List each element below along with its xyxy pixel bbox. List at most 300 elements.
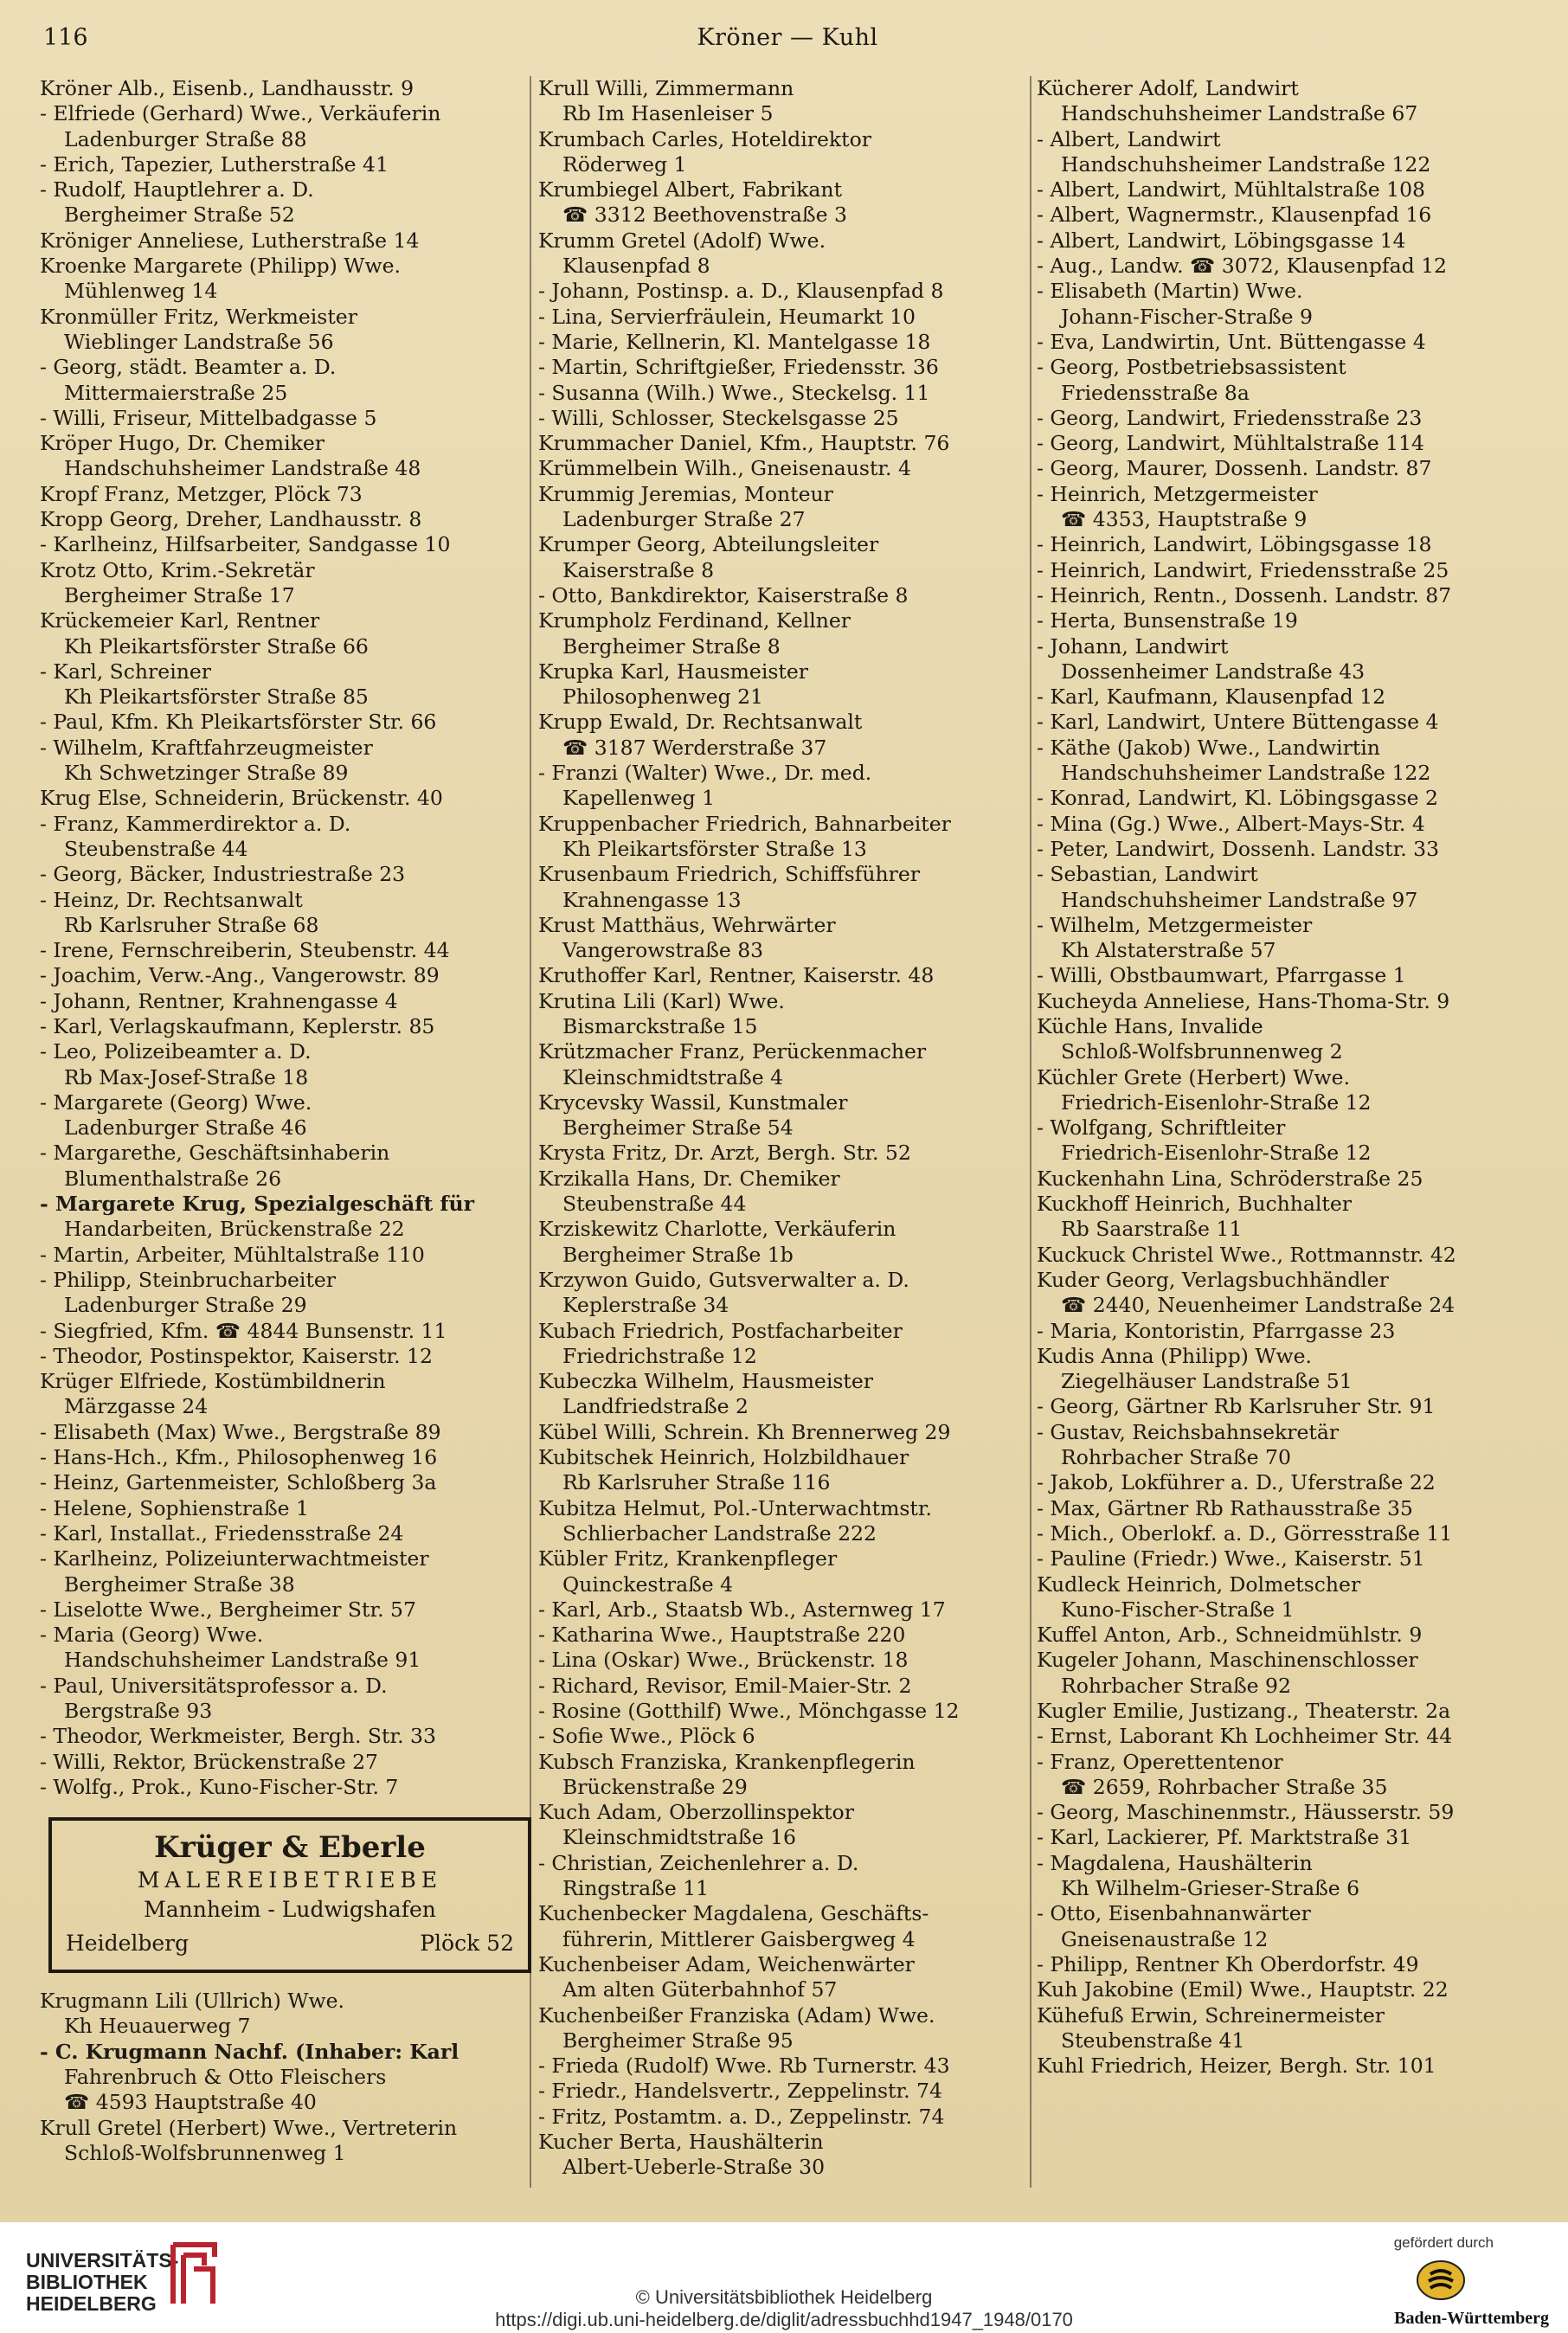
- entry-name-line: Krzywon Guido, Gutsverwalter a. D.: [538, 1267, 909, 1292]
- entry-name-line: - Heinrich, Metzgermeister: [1037, 481, 1318, 506]
- entry-name-line: Kühefuß Erwin, Schreinermeister: [1037, 2002, 1385, 2028]
- directory-entry: [1037, 812, 1540, 837]
- entry-name-line: - Willi, Rektor, Brückenstraße 27: [40, 1749, 378, 1774]
- entry-name-line: - Albert, Landwirt, Löbingsgasse 14: [1037, 228, 1406, 253]
- entry-name-line: - Herta, Bunsenstraße 19: [1037, 608, 1298, 633]
- entry-address-line: Friedrich-Eisenlohr-Straße 12: [1061, 1141, 1372, 1166]
- entry-name-line: - Friedr., Handelsvertr., Zeppelinstr. 74: [538, 2079, 942, 2104]
- entry-address-line: Bergheimer Straße 38: [64, 1571, 295, 1597]
- directory-entry: [1037, 634, 1540, 685]
- directory-entry: [40, 1344, 540, 1369]
- entry-name-line: - Max, Gärtner Rb Rathausstraße 35: [1037, 1495, 1413, 1520]
- directory-entry: [538, 862, 1038, 913]
- entry-name-line: - Siegfried, Kfm. ☎ 4844 Bunsenstr. 11: [40, 1318, 447, 1343]
- directory-entry: [538, 1217, 1038, 1268]
- entry-address-line: ☎ 4353, Hauptstraße 9: [1061, 507, 1308, 532]
- directory-entry: [1037, 1420, 1540, 1471]
- directory-entry: [538, 1141, 1038, 1166]
- directory-entry: [538, 532, 1038, 583]
- entry-address-line: Handschuhsheimer Landstraße 122: [1061, 151, 1431, 177]
- entry-name-line: - Erich, Tapezier, Lutherstraße 41: [40, 151, 389, 177]
- directory-entry: [40, 507, 540, 532]
- directory-entry: [1037, 1319, 1540, 1344]
- directory-entry: [538, 1851, 1038, 1902]
- directory-entry: [1037, 177, 1540, 202]
- entry-name-line: Küchle Hans, Invalide: [1037, 1013, 1263, 1038]
- directory-entry: [538, 177, 1038, 228]
- directory-entry: [40, 736, 540, 787]
- directory-entry: [1037, 202, 1540, 228]
- directory-entry: [40, 1369, 540, 1420]
- entry-address-line: Rohrbacher Straße 92: [1061, 1673, 1291, 1698]
- entry-address-line: Johann-Fischer-Straße 9: [1061, 304, 1313, 329]
- directory-entry: [40, 659, 540, 710]
- entry-name-line: Kübler Fritz, Krankenpfleger: [538, 1546, 838, 1571]
- directory-entry: [1037, 532, 1540, 557]
- entry-name-line: Kugeler Johann, Maschinenschlosser: [1037, 1648, 1418, 1673]
- entry-name-line: - Karl, Lackierer, Pf. Marktstraße 31: [1037, 1825, 1412, 1850]
- entry-address-line: Ringstraße 11: [562, 1876, 710, 1901]
- entry-name-line: - Leo, Polizeibeamter a. D.: [40, 1039, 312, 1064]
- entry-name-line: Krugmann Lili (Ullrich) Wwe.: [40, 1989, 344, 2014]
- entry-name-line: Kucher Berta, Haushälterin: [538, 2130, 824, 2155]
- entry-name-line: Küchler Grete (Herbert) Wwe.: [1037, 1064, 1351, 1089]
- entry-address-line: Kleinschmidtstraße 4: [562, 1064, 784, 1089]
- entry-name-line: Krust Matthäus, Wehrwärter: [538, 912, 836, 937]
- entry-name-line: Kroenke Margarete (Philipp) Wwe.: [40, 254, 401, 279]
- running-head: Kröner — Kuhl: [697, 24, 878, 51]
- entry-name-line: Kubitza Helmut, Pol.-Unterwachtmstr.: [538, 1495, 932, 1520]
- directory-entry: [538, 1445, 1038, 1496]
- directory-entry: [1037, 1166, 1540, 1192]
- entry-name-line: - Konrad, Landwirt, Kl. Löbingsgasse 2: [1037, 786, 1438, 811]
- directory-entry: [40, 1192, 540, 1243]
- entry-name-line: - Georg, Gärtner Rb Karlsruher Str. 91: [1037, 1394, 1436, 1419]
- directory-entry: [538, 1674, 1038, 1699]
- directory-entry: [40, 1623, 540, 1674]
- entry-name-line: - Heinz, Dr. Rechtsanwalt: [40, 887, 303, 912]
- directory-entry: [538, 1750, 1038, 1801]
- directory-entry: [538, 431, 1038, 456]
- entry-address-line: Friedrich-Eisenlohr-Straße 12: [1061, 1089, 1372, 1115]
- entry-name-line: - Jakob, Lokführer a. D., Uferstraße 22: [1037, 1470, 1436, 1495]
- entry-name-line: - Karl, Installat., Friedensstraße 24: [40, 1520, 404, 1546]
- permalink[interactable]: https://digi.ub.uni-heidelberg.de/diglit/adressbuchhd1947_1948/0170: [495, 2309, 1073, 2330]
- directory-entry: [538, 2003, 1038, 2054]
- entry-name-line: - Karlheinz, Hilfsarbeiter, Sandgasse 10: [40, 532, 451, 557]
- directory-entry: [538, 305, 1038, 330]
- entry-name-line: - Margarethe, Geschäftsinhaberin: [40, 1141, 390, 1166]
- entry-name-line: - Liselotte Wwe., Bergheimer Str. 57: [40, 1597, 416, 1622]
- entry-address-line: Friedrichstraße 12: [562, 1343, 757, 1368]
- entry-address-line: Rohrbacher Straße 70: [1061, 1445, 1291, 1470]
- directory-entry: [1037, 1952, 1540, 1977]
- directory-entry: [538, 1420, 1038, 1445]
- entry-name-line: - Joachim, Verw.-Ang., Vangerowstr. 89: [40, 963, 440, 988]
- entry-name-line: Krumbach Carles, Hoteldirektor: [538, 126, 871, 151]
- directory-entry: [40, 1319, 540, 1344]
- library-name[interactable]: UNIVERSITÄTS- BIBLIOTHEK HEIDELBERG: [26, 2249, 179, 2315]
- directory-entry: [1037, 1901, 1540, 1952]
- entry-name-line: - Johann, Postinsp. a. D., Klausenpfad 8: [538, 279, 944, 304]
- directory-entry: [40, 482, 540, 507]
- directory-entry: [1037, 330, 1540, 355]
- directory-entry: [538, 1319, 1038, 1370]
- directory-entry: [1037, 1243, 1540, 1268]
- directory-entry: [40, 1090, 540, 1141]
- entry-name-line: - Elisabeth (Max) Wwe., Bergstraße 89: [40, 1419, 441, 1444]
- directory-entry: [1037, 1572, 1540, 1623]
- directory-entry: [538, 1597, 1038, 1623]
- entry-name-line: Krull Gretel (Herbert) Wwe., Vertreterin: [40, 2115, 458, 2140]
- directory-entry: [1037, 76, 1540, 127]
- directory-entry: [40, 152, 540, 177]
- entry-address-line: Bergheimer Straße 8: [562, 633, 781, 659]
- directory-entry: [1037, 1648, 1540, 1699]
- entry-address-line: Steubenstraße 44: [562, 1192, 747, 1217]
- entry-address-line: Rb Saarstraße 11: [1061, 1217, 1243, 1242]
- entry-address-line: Kleinschmidtstraße 16: [562, 1825, 796, 1850]
- entry-name-line: Krutina Lili (Karl) Wwe.: [538, 988, 785, 1013]
- entry-name-line: Krüger Elfriede, Kostümbildnerin: [40, 1369, 386, 1394]
- directory-entry: [40, 1470, 540, 1495]
- directory-entry: [1037, 1699, 1540, 1724]
- entry-name-line: - Maria (Georg) Wwe.: [40, 1623, 264, 1648]
- directory-entry: [40, 1989, 540, 2040]
- entry-name-line: - Susanna (Wilh.) Wwe., Steckelsg. 11: [538, 380, 930, 405]
- entry-name-line: - Wilhelm, Kraftfahrzeugmeister: [40, 735, 373, 760]
- entry-address-line: Kh Pleikartsförster Straße 66: [64, 633, 369, 659]
- entry-name-line: - Christian, Zeichenlehrer a. D.: [538, 1850, 859, 1875]
- entry-address-line: ☎ 4593 Hauptstraße 40: [64, 2090, 317, 2115]
- entry-name-line: - Margarete (Georg) Wwe.: [40, 1089, 312, 1115]
- entry-name-line: - Käthe (Jakob) Wwe., Landwirtin: [1037, 735, 1380, 760]
- column-1-entries: [40, 76, 540, 1800]
- copyright-notice: © Universitätsbibliothek Heidelberg: [635, 2286, 933, 2308]
- entry-address-line: Bergheimer Straße 95: [562, 2028, 794, 2053]
- entry-address-line: Kaiserstraße 8: [562, 557, 715, 582]
- directory-entry: [538, 127, 1038, 178]
- directory-entry: [538, 482, 1038, 533]
- ad-location: Heidelberg: [66, 1931, 190, 1957]
- directory-entry: [40, 406, 540, 431]
- entry-name-line: Kucheyda Anneliese, Hans-Thoma-Str. 9: [1037, 988, 1450, 1013]
- directory-entry: [538, 812, 1038, 863]
- entry-address-line: ☎ 3312 Beethovenstraße 3: [562, 202, 847, 228]
- entry-name-line: - Aug., Landw. ☎ 3072, Klausenpfad 12: [1037, 254, 1448, 279]
- directory-entry: [40, 1141, 540, 1192]
- directory-entry: [40, 101, 540, 152]
- directory-entry: [538, 2105, 1038, 2130]
- entry-name-line: - Maria, Kontoristin, Pfarrgasse 23: [1037, 1318, 1396, 1343]
- entry-name-line: Kruppenbacher Friedrich, Bahnarbeiter: [538, 811, 951, 836]
- entry-address-line: Röderweg 1: [562, 151, 687, 177]
- entry-name-line: - Otto, Bankdirektor, Kaiserstraße 8: [538, 582, 909, 607]
- entry-name-line: - Lina, Servierfräulein, Heumarkt 10: [538, 304, 916, 329]
- directory-entry: [40, 558, 540, 609]
- coat-of-arms-icon: [1416, 2255, 1466, 2305]
- directory-entry: [40, 2116, 540, 2167]
- entry-name-line: Kudis Anna (Philipp) Wwe.: [1037, 1343, 1313, 1368]
- directory-entry: [40, 1775, 540, 1800]
- directory-entry: [538, 381, 1038, 406]
- entry-name-line: Krotz Otto, Krim.-Sekretär: [40, 557, 315, 582]
- directory-entry: [538, 228, 1038, 280]
- page-number: 116: [43, 24, 88, 51]
- entry-name-line: - Albert, Wagnermstr., Klausenpfad 16: [1037, 202, 1432, 228]
- directory-entry: [538, 1039, 1038, 1090]
- entry-name-line: Kröniger Anneliese, Lutherstraße 14: [40, 228, 420, 253]
- entry-name-line: Kugler Emilie, Justizang., Theaterstr. 2a: [1037, 1699, 1451, 1723]
- entry-address-line: Am alten Güterbahnhof 57: [562, 1977, 838, 2002]
- entry-name-line: - Willi, Obstbaumwart, Pfarrgasse 1: [1037, 963, 1406, 988]
- entry-name-line: Krug Else, Schneiderin, Brückenstr. 40: [40, 786, 443, 811]
- directory-entry: [538, 1901, 1038, 1952]
- entry-address-line: Kh Alstaterstraße 57: [1061, 938, 1276, 963]
- directory-entry: [1037, 355, 1540, 406]
- entry-name-line: - Paul, Universitätsprofessor a. D.: [40, 1673, 388, 1698]
- entry-name-line: - Katharina Wwe., Hauptstraße 220: [538, 1623, 906, 1648]
- directory-entry: [538, 456, 1038, 481]
- entry-address-line: Mittermaierstraße 25: [64, 380, 288, 405]
- entry-name-line: Krumpholz Ferdinand, Kellner: [538, 608, 851, 633]
- entry-name-line: - Margarete Krug, Spezialgeschäft für: [40, 1192, 474, 1217]
- entry-name-line: - Irene, Fernschreiberin, Steubenstr. 44: [40, 938, 450, 963]
- entry-address-line: Philosophenweg 21: [562, 684, 763, 710]
- directory-entry: [1037, 1825, 1540, 1850]
- directory-entry: [1037, 1344, 1540, 1395]
- directory-entry: [538, 279, 1038, 304]
- directory-entry: [538, 1268, 1038, 1319]
- entry-name-line: - Franz, Operettentenor: [1037, 1749, 1283, 1774]
- entry-name-line: - Martin, Arbeiter, Mühltalstraße 110: [40, 1242, 425, 1267]
- entry-name-line: Krysta Fritz, Dr. Arzt, Bergh. Str. 52: [538, 1141, 911, 1166]
- directory-entry: [1037, 1724, 1540, 1749]
- funder-name[interactable]: Baden-Württemberg: [1394, 2309, 1549, 2328]
- entry-name-line: Kuh Jakobine (Emil) Wwe., Hauptstr. 22: [1037, 1977, 1449, 2002]
- directory-entry: [40, 1521, 540, 1546]
- entry-address-line: Handschuhsheimer Landstraße 97: [1061, 887, 1418, 912]
- entry-address-line: Keplerstraße 34: [562, 1293, 729, 1318]
- directory-entry: [1037, 228, 1540, 254]
- entry-name-line: - Helene, Sophienstraße 1: [40, 1495, 309, 1520]
- entry-name-line: - Heinz, Gartenmeister, Schloßberg 3a: [40, 1470, 437, 1495]
- directory-entry: [1037, 2003, 1540, 2054]
- directory-entry: [538, 76, 1038, 127]
- directory-entry: [40, 1039, 540, 1090]
- entry-name-line: Krumper Georg, Abteilungsleiter: [538, 532, 879, 557]
- directory-entry: [40, 786, 540, 811]
- ad-address: Plöck 52: [420, 1931, 514, 1957]
- directory-entry: [40, 76, 540, 101]
- entry-name-line: Kruthoffer Karl, Rentner, Kaiserstr. 48: [538, 963, 935, 988]
- entry-name-line: Kuchenbeiser Adam, Weichenwärter: [538, 1951, 915, 1976]
- entry-name-line: - Sofie Wwe., Plöck 6: [538, 1724, 755, 1749]
- directory-entry: [538, 761, 1038, 812]
- entry-name-line: Krumm Gretel (Adolf) Wwe.: [538, 228, 826, 253]
- directory-entry: [538, 1166, 1038, 1218]
- entry-address-line: Gneisenaustraße 12: [1061, 1926, 1269, 1951]
- entry-name-line: - Karl, Arb., Staatsb Wb., Asternweg 17: [538, 1597, 946, 1622]
- directory-entry: [1037, 1014, 1540, 1065]
- entry-name-line: - Karl, Landwirt, Untere Büttengasse 4: [1037, 710, 1439, 735]
- entry-name-line: - Wilhelm, Metzgermeister: [1037, 912, 1313, 937]
- entry-address-line: Bergheimer Straße 17: [64, 582, 295, 607]
- directory-entry: [40, 938, 540, 963]
- directory-entry: [40, 888, 540, 939]
- entry-name-line: - Karl, Kaufmann, Klausenpfad 12: [1037, 684, 1386, 710]
- entry-name-line: - Georg, städt. Beamter a. D.: [40, 355, 337, 380]
- entry-name-line: - Johann, Landwirt: [1037, 633, 1229, 659]
- entry-name-line: - Rosine (Gotthilf) Wwe., Mönchgasse 12: [538, 1699, 960, 1723]
- directory-entry: [538, 583, 1038, 608]
- entry-name-line: Kubitschek Heinrich, Holzbildhauer: [538, 1445, 909, 1470]
- directory-entry: [538, 2079, 1038, 2104]
- column-1-after-ad: [40, 1989, 540, 2166]
- entry-address-line: Krahnengasse 13: [562, 887, 742, 912]
- entry-address-line: ☎ 2659, Rohrbacher Straße 35: [1061, 1774, 1388, 1799]
- entry-address-line: Quinckestraße 4: [562, 1571, 734, 1597]
- directory-entry: [538, 710, 1038, 761]
- entry-name-line: - Marie, Kellnerin, Kl. Mantelgasse 18: [538, 329, 931, 354]
- directory-entry: [538, 1496, 1038, 1547]
- entry-name-line: Kuckhoff Heinrich, Buchhalter: [1037, 1192, 1353, 1217]
- entry-address-line: Steubenstraße 41: [1061, 2028, 1245, 2053]
- entry-name-line: - C. Krugmann Nachf. (Inhaber: Karl: [40, 2039, 459, 2064]
- directory-entry: [538, 659, 1038, 710]
- ad-cities: Mannheim - Ludwigshafen: [144, 1897, 436, 1923]
- directory-entry: [1037, 406, 1540, 431]
- entry-address-line: Rb Karlsruher Straße 116: [562, 1470, 831, 1495]
- entry-address-line: Kh Schwetzinger Straße 89: [64, 761, 349, 786]
- directory-entry: [1037, 1192, 1540, 1243]
- directory-entry: [538, 913, 1038, 964]
- entry-address-line: Kh Heuauerweg 7: [64, 2014, 251, 2039]
- entry-address-line: Landfriedstraße 2: [562, 1394, 749, 1419]
- directory-entry: [1037, 862, 1540, 913]
- directory-entry: [40, 989, 540, 1014]
- ad-address-row: [66, 1928, 514, 1959]
- entry-address-line: Bergheimer Straße 54: [562, 1115, 794, 1141]
- entry-address-line: Schloß-Wolfsbrunnenweg 2: [1061, 1039, 1343, 1064]
- entry-name-line: Kubeczka Wilhelm, Hausmeister: [538, 1369, 873, 1394]
- directory-entry: [40, 608, 540, 659]
- directory-entry: [1037, 1115, 1540, 1166]
- entry-name-line: Kübel Willi, Schrein. Kh Brennerweg 29: [538, 1419, 951, 1444]
- entry-name-line: - Heinrich, Landwirt, Löbingsgasse 18: [1037, 532, 1432, 557]
- entry-name-line: - Philipp, Rentner Kh Oberdorfstr. 49: [1037, 1951, 1419, 1976]
- entry-name-line: Krummig Jeremias, Monteur: [538, 481, 833, 506]
- entry-name-line: Kuchenbecker Magdalena, Geschäfts-: [538, 1901, 929, 1926]
- directory-entry: [40, 1750, 540, 1775]
- directory-entry: [1037, 1496, 1540, 1521]
- directory-entry: [1037, 1977, 1540, 2002]
- directory-entry: [1037, 1623, 1540, 1648]
- directory-entry: [1037, 127, 1540, 178]
- directory-entry: [1037, 254, 1540, 279]
- entry-name-line: Kubsch Franziska, Krankenpflegerin: [538, 1749, 916, 1774]
- directory-entry: [40, 228, 540, 254]
- directory-entry: [1037, 710, 1540, 735]
- directory-entry: [1037, 583, 1540, 608]
- directory-entry: [1037, 2053, 1540, 2079]
- entry-name-line: - Fritz, Postamtm. a. D., Zeppelinstr. 74: [538, 2104, 945, 2129]
- directory-entry: [1037, 963, 1540, 988]
- entry-name-line: Krützmacher Franz, Perückenmacher: [538, 1039, 927, 1064]
- entry-name-line: Krull Willi, Zimmermann: [538, 76, 794, 100]
- entry-name-line: - Martin, Schriftgießer, Friedensstr. 36: [538, 355, 939, 380]
- entry-address-line: Vangerowstraße 83: [562, 938, 764, 963]
- column-3-entries: [1037, 76, 1540, 2079]
- entry-name-line: - Willi, Friseur, Mittelbadgasse 5: [40, 405, 377, 430]
- entry-name-line: Krycevsky Wassil, Kunstmaler: [538, 1089, 848, 1115]
- entry-name-line: - Rudolf, Hauptlehrer a. D.: [40, 177, 314, 202]
- entry-name-line: Krziskewitz Charlotte, Verkäuferin: [538, 1217, 896, 1242]
- entry-name-line: Kuchenbeißer Franziska (Adam) Wwe.: [538, 2002, 935, 2028]
- entry-address-line: Mühlenweg 14: [64, 279, 218, 304]
- column-1: [40, 76, 540, 2166]
- entry-name-line: - Franzi (Walter) Wwe., Dr. med.: [538, 761, 872, 786]
- directory-entry: [1037, 608, 1540, 633]
- directory-entry: [538, 1623, 1038, 1648]
- entry-name-line: - Wolfgang, Schriftleiter: [1037, 1115, 1286, 1141]
- directory-entry: [1037, 1750, 1540, 1801]
- directory-entry: [40, 305, 540, 356]
- funded-by-label: gefördert durch: [1393, 2234, 1494, 2251]
- directory-entry: [40, 1674, 540, 1725]
- directory-entry: [1037, 1065, 1540, 1116]
- directory-entry: [1037, 837, 1540, 862]
- entry-name-line: Krzikalla Hans, Dr. Chemiker: [538, 1166, 840, 1191]
- directory-entry: [1037, 1800, 1540, 1825]
- directory-entry: [1037, 482, 1540, 533]
- directory-entry: [40, 812, 540, 863]
- directory-entry: [1037, 456, 1540, 481]
- directory-entry: [40, 254, 540, 305]
- directory-entry: [40, 1420, 540, 1445]
- directory-entry: [40, 2040, 540, 2116]
- directory-entry: [1037, 431, 1540, 456]
- entry-name-line: Kröner Alb., Eisenb., Landhausstr. 9: [40, 76, 414, 100]
- entry-name-line: Kropf Franz, Metzger, Plöck 73: [40, 481, 363, 506]
- entry-name-line: - Philipp, Steinbrucharbeiter: [40, 1267, 337, 1292]
- directory-entry: [40, 1546, 540, 1597]
- viewer-footer: [0, 2222, 1568, 2333]
- entry-address-line: ☎ 2440, Neuenheimer Landstraße 24: [1061, 1293, 1456, 1318]
- entry-address-line: Handschuhsheimer Landstraße 91: [64, 1648, 421, 1673]
- entry-name-line: - Frieda (Rudolf) Wwe. Rb Turnerstr. 43: [538, 2053, 950, 2079]
- entry-name-line: - Georg, Maurer, Dossenh. Landstr. 87: [1037, 456, 1432, 481]
- entry-address-line: Bergheimer Straße 1b: [562, 1242, 794, 1267]
- entry-name-line: Kuder Georg, Verlagsbuchhändler: [1037, 1267, 1389, 1292]
- entry-address-line: führerin, Mittlerer Gaisbergweg 4: [562, 1926, 916, 1951]
- entry-address-line: Ladenburger Straße 27: [562, 507, 806, 532]
- entry-address-line: Kapellenweg 1: [562, 786, 716, 811]
- directory-entry: [1037, 786, 1540, 811]
- entry-name-line: - Wolfg., Prok., Kuno-Fischer-Str. 7: [40, 1774, 399, 1799]
- entry-name-line: Krummacher Daniel, Kfm., Hauptstr. 76: [538, 431, 950, 456]
- directory-entry: [538, 989, 1038, 1040]
- entry-name-line: - Richard, Revisor, Emil-Maier-Str. 2: [538, 1673, 912, 1698]
- directory-entry: [40, 710, 540, 735]
- entry-name-line: - Otto, Eisenbahnanwärter: [1037, 1901, 1311, 1926]
- entry-address-line: Ladenburger Straße 46: [64, 1115, 307, 1141]
- directory-entry: [1037, 1851, 1540, 1902]
- directory-entry: [40, 1243, 540, 1268]
- entry-address-line: Bergheimer Straße 52: [64, 202, 295, 228]
- directory-entry: [538, 2053, 1038, 2079]
- entry-name-line: - Sebastian, Landwirt: [1037, 862, 1258, 887]
